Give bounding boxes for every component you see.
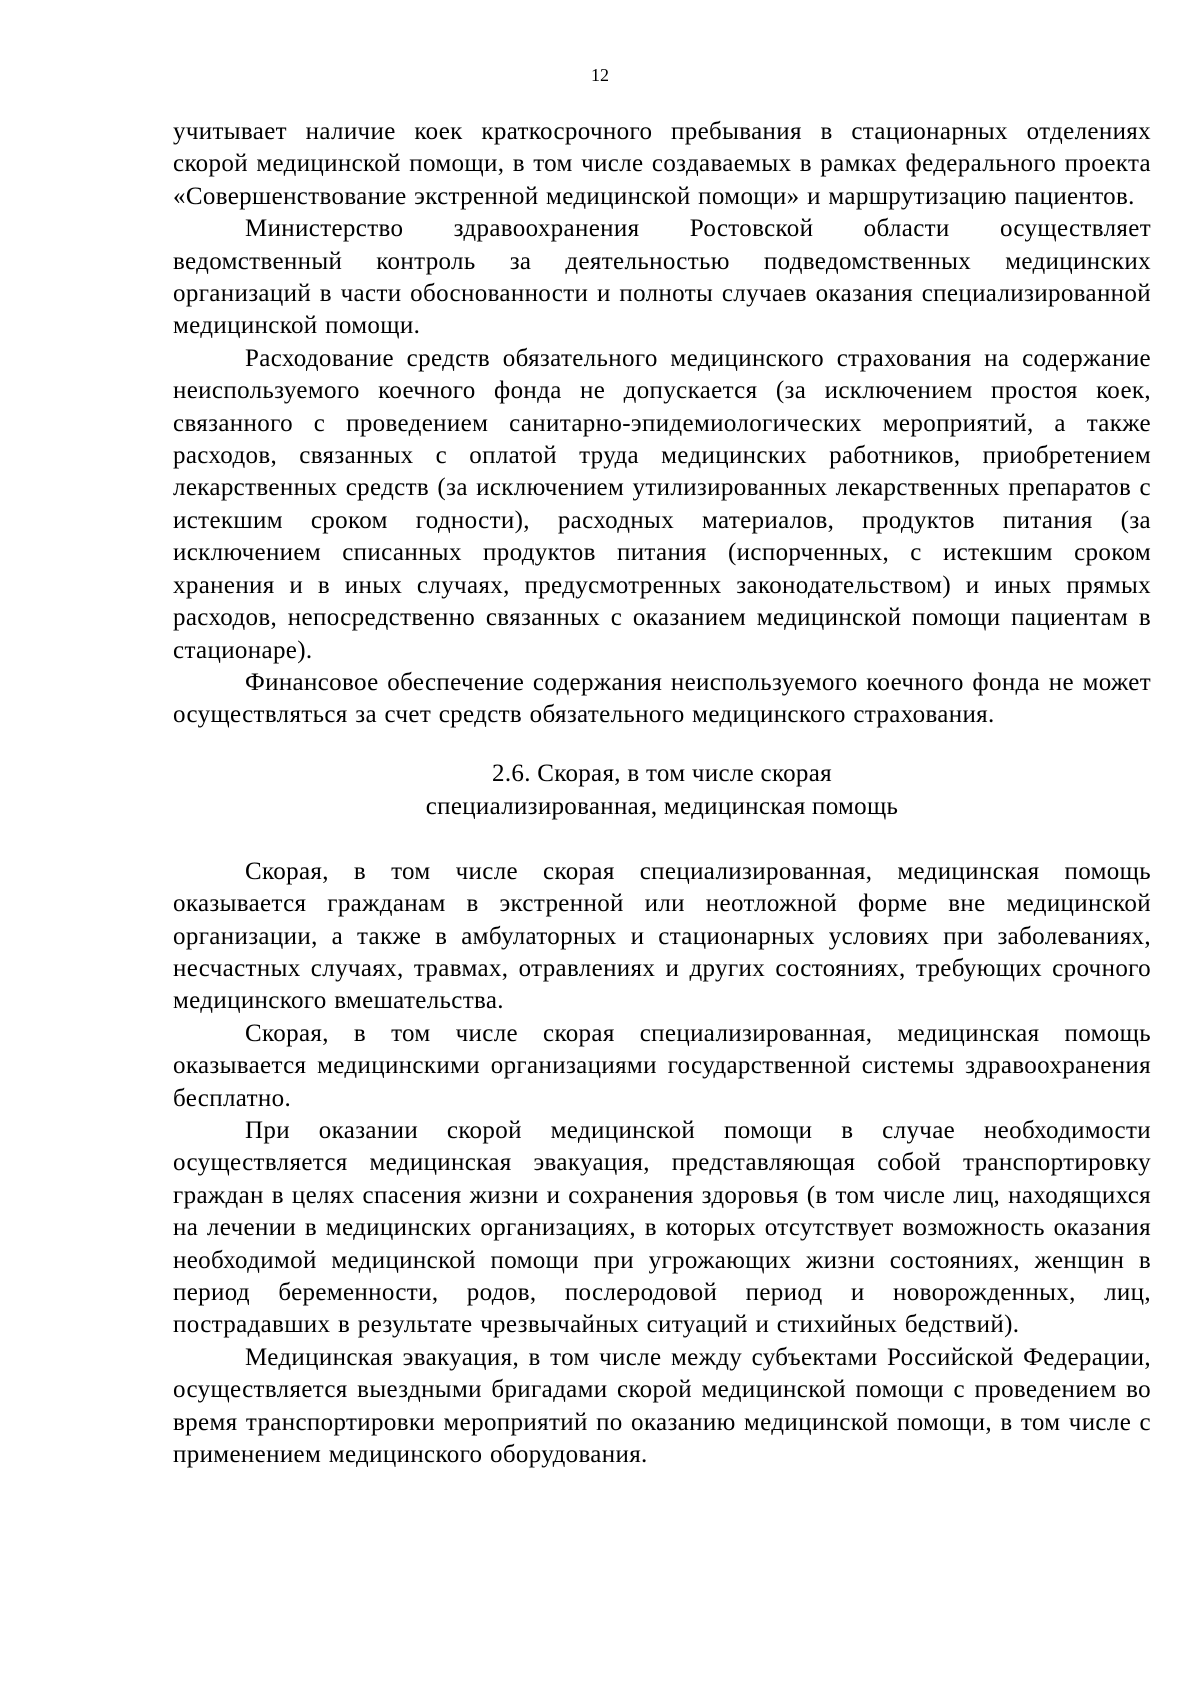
paragraph-continuation: учитывает наличие коек краткосрочного пребывания в стационарных отделениях скорой медицинской помощи, в том числе создаваемых в рамках федерального проекта «Совершенствование экстренной медицинской помощи» и маршрутизацию пациентов. (173, 118, 1151, 210)
paragraph-medical-evacuation: При оказании скорой медицинской помощи в случае необходимости осуществляется медицинская эвакуация, представляющая собой транспортировку граждан в целях спасения жизни и сохранения здоровья (в том числе лиц, находящихся на лечении в медицинских организациях, в которых отсутствует возможность оказания необходимой медицинской помощи при угрожающих жизни состояниях, женщин в период беременности, родов, послеродовой период и новорожденных, лиц, пострадавших в результате чрезвычайных ситуаций и стихийных бедствий). (173, 1116, 1151, 1339)
section-heading (173, 757, 1151, 823)
page-number: 12 (591, 65, 609, 85)
document-body (173, 116, 1151, 1471)
section-heading-line-2: специализированная, медицинская помощь (425, 792, 899, 820)
paragraph-oms-expenses: Расходование средств обязательного медицинского страхования на содержание неиспользуемого коечного фонда не допускается (за исключением простоя коек, связанного с проведением санитарно-эпидемиологических мероприятий, а также расходов, связанных с оплатой труда медицинских работников, приобретением лекарственных средств (за исключением утилизированных лекарственных препаратов с истекшим сроком годности), расходных материалов, продуктов питания (за исключением списанных продуктов питания (испорченных, с истекшим сроком хранения и в иных случаях, предусмотренных законодательством) и иных прямых расходов, непосредственно связанных с оказанием медицинской помощи пациентам в стационаре). (173, 344, 1151, 664)
paragraph-emergency-care-free: Скорая, в том числе скорая специализированная, медицинская помощь оказывается медицинскими организациями государственной системы здравоохранения бесплатно. (173, 1019, 1151, 1112)
section-heading-line-1: 2.6. Скорая, в том числе скорая (492, 759, 832, 787)
paragraph-evacuation-between-regions: Медицинская эвакуация, в том числе между субъектами Российской Федерации, осуществляется выездными бригадами скорой медицинской помощи с проведением во время транспортировки мероприятий по оказанию медицинской помощи, в том числе с применением медицинского оборудования. (173, 1343, 1151, 1469)
paragraph-ministry-control: Министерство здравоохранения Ростовской области осуществляет ведомственный контроль за деятельностью подведомственных медицинских организаций в части обоснованности и полноты случаев оказания специализированной медицинской помощи. (173, 215, 1151, 340)
paragraph-emergency-care-definition: Скорая, в том числе скорая специализированная, медицинская помощь оказывается гражданам в экстренной или неотложной форме вне медицинской организации, а также в амбулаторных и стационарных условиях при заболеваниях, несчастных случаях, травмах, отравлениях и других состояниях, требующих срочного медицинского вмешательства. (173, 857, 1151, 1015)
paragraph-financing-restriction: Финансовое обеспечение содержания неиспользуемого коечного фонда не может осуществляться за счет средств обязательного медицинского страхования. (173, 668, 1151, 729)
